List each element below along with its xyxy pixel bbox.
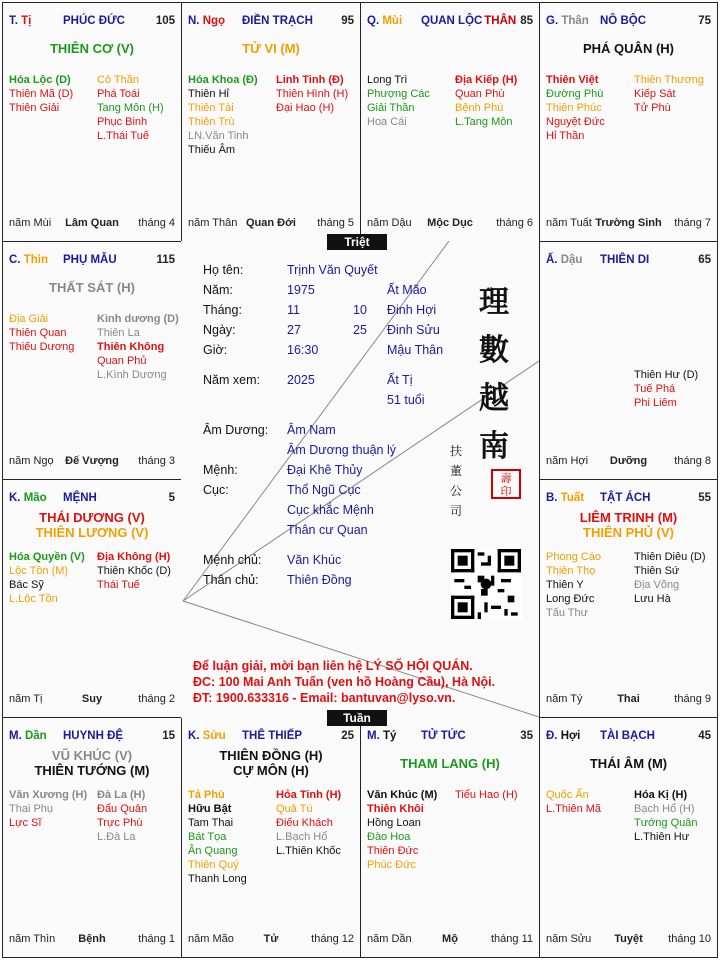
trang-sinh: Mộc Dục bbox=[427, 217, 473, 229]
stars-column-right bbox=[634, 788, 698, 844]
trang-sinh: Suy bbox=[81, 693, 103, 705]
dai-han-age: 115 bbox=[156, 254, 175, 266]
star-label: Thiếu Âm bbox=[188, 144, 236, 156]
star-label: Tam Thai bbox=[188, 817, 234, 829]
luu-nien-year: năm Tị bbox=[9, 693, 43, 705]
star-label: Quan Phù bbox=[455, 88, 505, 100]
palace-footer bbox=[367, 933, 533, 947]
major-star: THIÊN PHỦ (V) bbox=[583, 525, 674, 540]
contact-line-2: ĐC: 100 Mai Anh Tuấn (ven hồ Hoàng Cầu), Hà Nội. bbox=[193, 675, 496, 689]
palace-name: HUYNH ĐỆ bbox=[63, 730, 124, 742]
palace-header bbox=[9, 492, 175, 508]
trang-sinh: Mộ bbox=[442, 933, 458, 945]
star-label: Thiên Tài bbox=[188, 102, 234, 114]
major-star: THIÊN CƠ (V) bbox=[49, 41, 135, 56]
can-label: Đ. bbox=[546, 730, 558, 742]
info-gio: Giờ: 16:30 Mậu Thân bbox=[203, 343, 444, 357]
star-label: Đường Phù bbox=[546, 88, 604, 100]
major-star: THIÊN LƯƠNG (V) bbox=[35, 525, 149, 540]
star-label: Tử Phù bbox=[634, 102, 671, 114]
luu-nien-year: năm Dần bbox=[367, 933, 412, 945]
palace-footer bbox=[9, 933, 175, 947]
star-label: Thiên Phúc bbox=[546, 102, 602, 114]
trang-sinh: Quan Đới bbox=[246, 217, 296, 229]
star-label: Điếu Khách bbox=[276, 817, 333, 829]
palace-name: QUAN LỘC bbox=[421, 15, 483, 27]
palace-hoi bbox=[539, 717, 718, 958]
star-label: Thiên Mã (D) bbox=[9, 88, 74, 100]
palace-footer bbox=[9, 693, 175, 707]
info-menh: Mệnh: Đại Khê Thủy bbox=[203, 463, 363, 477]
triet-band: Triệt bbox=[327, 234, 387, 250]
major-star: LIÊM TRINH (M) bbox=[579, 510, 678, 525]
can-label: Q. bbox=[367, 15, 380, 27]
center-info-panel bbox=[181, 241, 539, 718]
star-label: Thiếu Dương bbox=[9, 341, 75, 353]
chi-label: Dần bbox=[24, 730, 47, 742]
dai-han-age: 75 bbox=[698, 15, 711, 27]
trang-sinh: Bệnh bbox=[78, 933, 106, 945]
star-label: Hồng Loan bbox=[367, 817, 421, 829]
stars-column-left bbox=[9, 73, 73, 115]
star-label: L.Thiên Mã bbox=[546, 803, 602, 815]
star-label: Lộc Tồn (M) bbox=[9, 565, 69, 577]
trang-sinh: Thai bbox=[617, 693, 640, 705]
star-label: Phong Cáo bbox=[546, 551, 602, 563]
palace-header bbox=[367, 730, 533, 746]
contact-line-1: Để luận giải, mời bạn liên hệ LÝ SỐ HỘI QUÁN. bbox=[193, 659, 473, 673]
palace-header bbox=[367, 15, 533, 31]
stars-column-right bbox=[634, 550, 706, 606]
star-label: Thiên Diêu (D) bbox=[634, 551, 706, 563]
dai-han-age: 35 bbox=[520, 730, 533, 742]
palace-tuat bbox=[539, 479, 718, 718]
major-star: PHÁ QUÂN (H) bbox=[583, 41, 674, 56]
star-label: Địa Giải bbox=[9, 313, 49, 325]
palace-header bbox=[9, 254, 175, 270]
palace-name: PHỤ MẪU bbox=[63, 254, 117, 266]
star-label: Thiên La bbox=[97, 327, 140, 339]
dai-han-age: THÂN 85 bbox=[484, 15, 533, 27]
star-label: Kiếp Sát bbox=[634, 88, 676, 100]
can-label: T. bbox=[9, 15, 18, 27]
info-ho-ten: Họ tên: Trịnh Văn Quyết bbox=[203, 263, 378, 277]
star-label: Quả Tú bbox=[276, 803, 313, 815]
stars-column-left bbox=[188, 73, 258, 157]
chi-label: Sửu bbox=[202, 730, 226, 742]
luu-nien-year: năm Hợi bbox=[546, 455, 589, 467]
luu-nguyet: tháng 6 bbox=[496, 217, 533, 229]
stars-column-left bbox=[367, 73, 430, 129]
palace-footer bbox=[9, 455, 175, 469]
star-label: L.Thiên Hư bbox=[634, 831, 690, 843]
can-label: N. bbox=[188, 15, 200, 27]
star-label: Lực Sĩ bbox=[9, 817, 42, 829]
star-label: Thai Phụ bbox=[9, 803, 54, 815]
star-label: Thiên Đức bbox=[367, 845, 419, 857]
star-label: L.Kình Dương bbox=[97, 369, 167, 381]
palace-name: NÔ BỘC bbox=[600, 15, 646, 27]
stars-column-left bbox=[9, 788, 87, 830]
can-label: K. bbox=[9, 492, 21, 504]
palace-header bbox=[188, 15, 354, 31]
star-label: Long Đức bbox=[546, 593, 595, 605]
major-star: THAM LANG (H) bbox=[400, 756, 500, 771]
chi-label: Tuất bbox=[560, 492, 585, 504]
luu-nien-year: năm Ngọ bbox=[9, 455, 54, 467]
palace-dan bbox=[2, 717, 182, 958]
chi-label: Dậu bbox=[560, 254, 583, 266]
star-label: Linh Tinh (Đ) bbox=[276, 74, 344, 86]
star-label: L.Đà La bbox=[97, 831, 136, 843]
luu-nguyet: tháng 12 bbox=[311, 933, 354, 945]
star-label: Đào Hoa bbox=[367, 831, 411, 843]
star-label: Long Trì bbox=[367, 74, 408, 86]
star-label: Thiên Quan bbox=[9, 327, 67, 339]
seal-small-col: 扶 董 公 司 bbox=[449, 444, 462, 518]
star-label: Thiên Y bbox=[546, 579, 584, 591]
major-star: TỬ VI (M) bbox=[242, 41, 300, 56]
star-label: Kình dương (D) bbox=[97, 313, 179, 325]
palace-mui bbox=[360, 2, 540, 242]
trang-sinh: Tuyệt bbox=[614, 933, 643, 945]
palace-name: MỆNH bbox=[63, 492, 97, 504]
info-nam-xem: Năm xem: 2025 Ất Tị bbox=[203, 373, 413, 387]
stars-column-right bbox=[97, 73, 164, 143]
major-star: VŨ KHÚC (V) bbox=[51, 748, 133, 763]
major-star: THÁI ÂM (M) bbox=[589, 756, 668, 771]
trang-sinh: Trường Sinh bbox=[595, 217, 662, 229]
palace-than bbox=[539, 2, 718, 242]
palace-dau bbox=[539, 241, 718, 480]
star-label: Thiên Hỉ bbox=[188, 88, 229, 100]
trang-sinh: Lâm Quan bbox=[65, 217, 119, 229]
luu-nguyet: tháng 1 bbox=[138, 933, 175, 945]
info-cuc-2: Cục khắc Mệnh bbox=[287, 503, 374, 517]
luu-nguyet: tháng 7 bbox=[674, 217, 711, 229]
star-label: Hỏa Tinh (H) bbox=[276, 789, 342, 801]
star-label: LN.Văn Tinh bbox=[188, 130, 249, 142]
stars-column-right bbox=[97, 312, 179, 382]
can-label: M. bbox=[367, 730, 380, 742]
luu-nien-year: năm Mão bbox=[188, 933, 234, 945]
stars-column-right bbox=[455, 73, 517, 129]
star-label: Phá Toái bbox=[97, 88, 140, 100]
info-than-chu: Thân chủ: Thiên Đồng bbox=[203, 573, 352, 587]
palace-header bbox=[9, 15, 175, 31]
star-label: Phi Liêm bbox=[634, 397, 677, 409]
info-tuoi: 51 tuổi bbox=[387, 393, 425, 407]
star-label: Thiên Việt bbox=[546, 74, 599, 86]
stars-column-left bbox=[546, 788, 601, 816]
palace-footer bbox=[188, 933, 354, 947]
palace-footer bbox=[546, 693, 711, 707]
palace-footer bbox=[188, 217, 354, 231]
trang-sinh: Dưỡng bbox=[609, 455, 648, 467]
luu-nien-year: năm Tý bbox=[546, 693, 583, 705]
trang-sinh: Đế Vượng bbox=[65, 455, 119, 467]
can-label: B. bbox=[546, 492, 558, 504]
star-label: Văn Xương (H) bbox=[9, 789, 88, 801]
stars-column-right bbox=[634, 73, 704, 115]
can-label: Ấ. bbox=[546, 254, 558, 266]
star-label: Bệnh Phù bbox=[455, 102, 504, 114]
info-cuc-3: Thân cư Quan bbox=[287, 523, 368, 537]
star-label: Thiên Thương bbox=[634, 74, 705, 86]
info-am-duong-2: Âm Dương thuận lý bbox=[287, 443, 396, 457]
palace-thin bbox=[2, 241, 182, 480]
can-label: C. bbox=[9, 254, 21, 266]
star-label: Thiên Giải bbox=[9, 102, 60, 114]
stars-column-left bbox=[9, 312, 74, 354]
luu-nguyet: tháng 4 bbox=[138, 217, 175, 229]
chi-label: Ngọ bbox=[202, 15, 226, 27]
chi-label: Thìn bbox=[23, 254, 48, 266]
palace-header bbox=[188, 730, 354, 746]
major-star: THẤT SÁT (H) bbox=[49, 280, 135, 295]
can-label: K. bbox=[188, 730, 200, 742]
star-label: Quốc Ấn bbox=[546, 789, 589, 801]
palace-name: TÀI BẠCH bbox=[600, 730, 655, 742]
star-label: Thiên Quý bbox=[188, 859, 239, 871]
star-label: Trực Phù bbox=[97, 817, 143, 829]
luu-nien-year: năm Thìn bbox=[9, 933, 56, 945]
palace-ngo bbox=[181, 2, 361, 242]
tuan-band: Tuần bbox=[327, 710, 387, 726]
star-label: Cô Thần bbox=[97, 74, 139, 86]
star-label: Đẩu Quân bbox=[97, 803, 148, 815]
chi-label: Mùi bbox=[382, 15, 403, 27]
star-label: Thiên Khốc (D) bbox=[97, 565, 171, 577]
star-label: L.Thái Tuế bbox=[97, 130, 149, 142]
stars-column-right bbox=[276, 73, 348, 115]
stars-column-right bbox=[634, 312, 698, 410]
can-label: M. bbox=[9, 730, 22, 742]
star-label: L.Thiên Khốc bbox=[276, 845, 341, 857]
major-star: THIÊN ĐỒNG (H) bbox=[219, 748, 323, 763]
star-label: Tấu Thư bbox=[546, 607, 589, 619]
stars-column-right bbox=[276, 788, 341, 858]
star-label: Thiên Khôi bbox=[367, 803, 424, 815]
trang-sinh: Tử bbox=[263, 933, 279, 945]
palace-name: THIÊN DI bbox=[600, 254, 650, 266]
info-nam: Năm: 1975 Ất Mão bbox=[203, 283, 427, 297]
star-label: Hóa Khoa (Đ) bbox=[188, 74, 258, 86]
star-label: L.Bạch Hổ bbox=[276, 831, 328, 843]
info-am-duong: Âm Dương: Âm Nam bbox=[203, 423, 336, 437]
stars-column-left bbox=[546, 550, 601, 620]
luu-nguyet: tháng 3 bbox=[138, 455, 175, 467]
star-label: L.Tang Môn bbox=[455, 116, 513, 128]
chi-label: Thân bbox=[561, 15, 589, 27]
chi-label: Tị bbox=[21, 15, 32, 27]
palace-footer bbox=[546, 933, 711, 947]
star-label: Thái Tuế bbox=[97, 579, 140, 591]
luu-nguyet: tháng 8 bbox=[674, 455, 711, 467]
palace-header bbox=[9, 730, 175, 746]
palace-header bbox=[546, 254, 711, 270]
dai-han-age: 95 bbox=[341, 15, 354, 27]
major-star: THÁI DƯƠNG (V) bbox=[39, 510, 145, 525]
qr-code[interactable] bbox=[451, 549, 521, 619]
palace-footer bbox=[546, 455, 711, 469]
star-label: Tang Môn (H) bbox=[97, 102, 164, 114]
star-label: Quan Phủ bbox=[97, 355, 147, 367]
luu-nien-year: năm Mùi bbox=[9, 217, 52, 229]
palace-header bbox=[546, 492, 711, 508]
seal-char-1: 理 bbox=[479, 285, 509, 320]
palace-header bbox=[546, 730, 711, 746]
than-marker: THÂN bbox=[484, 15, 517, 27]
star-label: Thanh Long bbox=[188, 873, 247, 885]
dai-han-age: 25 bbox=[341, 730, 354, 742]
chi-label: Mão bbox=[23, 492, 47, 504]
palace-mao bbox=[2, 479, 182, 718]
palace-name: THÊ THIẾP bbox=[242, 730, 303, 742]
star-label: Địa Kiếp (H) bbox=[455, 74, 518, 86]
star-label: Đà La (H) bbox=[97, 789, 146, 801]
star-label: Phục Binh bbox=[97, 116, 148, 128]
major-star: CỰ MÔN (H) bbox=[233, 763, 309, 778]
major-star: THIÊN TƯỚNG (M) bbox=[34, 763, 150, 778]
star-label: Hóa Kị (H) bbox=[634, 789, 688, 801]
stars-column-left bbox=[188, 788, 247, 886]
star-label: Tướng Quân bbox=[634, 817, 698, 829]
star-label: Hỉ Thần bbox=[546, 130, 585, 142]
dai-han-age: 5 bbox=[168, 492, 175, 504]
star-label: Thiên Hình (H) bbox=[276, 88, 349, 100]
star-label: Phượng Các bbox=[367, 88, 430, 100]
seal-char-3: 越 bbox=[479, 381, 509, 416]
dai-han-age: 55 bbox=[698, 492, 711, 504]
info-cuc: Cục: Thổ Ngũ Cục bbox=[203, 483, 361, 497]
stars-column-left bbox=[9, 550, 85, 606]
stars-column-right bbox=[97, 550, 171, 592]
star-label: L.Lộc Tồn bbox=[9, 593, 58, 605]
star-label: Giải Thần bbox=[367, 102, 415, 114]
star-label: Ân Quang bbox=[188, 845, 238, 857]
star-label: Tuế Phá bbox=[634, 383, 676, 395]
luu-nien-year: năm Thân bbox=[188, 217, 238, 229]
luu-nguyet: tháng 5 bbox=[317, 217, 354, 229]
palace-name: TỬ TỨC bbox=[421, 730, 466, 742]
star-label: Thiên Thọ bbox=[546, 565, 596, 577]
luu-nguyet: tháng 11 bbox=[490, 933, 533, 945]
palace-name: TẬT ÁCH bbox=[600, 492, 651, 504]
red-seal-stamp: 壽 印 bbox=[491, 469, 521, 499]
dai-han-age: 45 bbox=[698, 730, 711, 742]
palace-ty bbox=[2, 2, 182, 242]
info-thang: Tháng: 11 10 Đinh Hợi bbox=[203, 303, 437, 317]
star-label: Nguyệt Đức bbox=[546, 116, 605, 128]
star-label: Hoa Cái bbox=[367, 116, 407, 128]
star-label: Thiên Không bbox=[97, 341, 165, 353]
star-label: Văn Khúc (M) bbox=[367, 789, 438, 801]
star-label: Phúc Đức bbox=[367, 859, 416, 871]
info-ngay: Ngày: 27 25 Đinh Sửu bbox=[203, 323, 440, 337]
star-label: Bác Sỹ bbox=[9, 579, 44, 591]
luu-nguyet: tháng 9 bbox=[674, 693, 711, 705]
star-label: Bát Tọa bbox=[188, 831, 227, 843]
palace-footer bbox=[367, 217, 533, 231]
stars-column-left bbox=[546, 73, 605, 143]
luu-nien-year: năm Tuất bbox=[546, 217, 592, 229]
info-menh-chu: Mệnh chủ: Văn Khúc bbox=[203, 553, 342, 567]
star-label: Tiểu Hao (H) bbox=[455, 789, 518, 801]
star-label: Hữu Bật bbox=[188, 803, 232, 815]
star-label: Thiên Sứ bbox=[634, 565, 680, 577]
stars-column-left bbox=[367, 788, 437, 872]
can-label: G. bbox=[546, 15, 559, 27]
star-label: Bạch Hổ (H) bbox=[634, 803, 695, 815]
luu-nien-year: năm Sửu bbox=[546, 933, 592, 945]
star-label: Địa Võng bbox=[634, 579, 680, 591]
star-label: Hóa Quyền (V) bbox=[9, 551, 85, 563]
palace-name: PHÚC ĐỨC bbox=[63, 15, 125, 27]
star-label: Thiên Trù bbox=[188, 116, 235, 128]
chi-label: Hợi bbox=[560, 730, 581, 742]
contact-line-3: ĐT: 1900.633316 - Email: bantuvan@lyso.vn. bbox=[193, 691, 456, 705]
palace-footer bbox=[9, 217, 175, 231]
seal-char-2: 數 bbox=[479, 333, 509, 368]
star-label: Thiên Hư (D) bbox=[634, 369, 699, 381]
palace-footer bbox=[546, 217, 711, 231]
dai-han-age: 15 bbox=[162, 730, 175, 742]
star-label: Hóa Lộc (D) bbox=[9, 74, 71, 86]
palace-suu bbox=[181, 717, 361, 958]
star-label: Đại Hao (H) bbox=[276, 102, 335, 114]
seal-char-4: 南 bbox=[479, 429, 509, 464]
star-label: Địa Không (H) bbox=[97, 551, 171, 563]
palace-header bbox=[546, 15, 711, 31]
luu-nguyet: tháng 2 bbox=[138, 693, 175, 705]
luu-nien-year: năm Dậu bbox=[367, 217, 412, 229]
dai-han-age: 65 bbox=[698, 254, 711, 266]
palace-name: ĐIỀN TRẠCH bbox=[242, 15, 313, 27]
luu-nguyet: tháng 10 bbox=[668, 933, 711, 945]
palace-ti bbox=[360, 717, 540, 958]
star-label: Tả Phù bbox=[188, 789, 225, 801]
stars-column-right bbox=[455, 788, 518, 802]
star-label: Lưu Hà bbox=[634, 593, 671, 605]
stars-column-right bbox=[97, 788, 147, 844]
chi-label: Tý bbox=[382, 730, 397, 742]
dai-han-age: 105 bbox=[155, 15, 175, 27]
